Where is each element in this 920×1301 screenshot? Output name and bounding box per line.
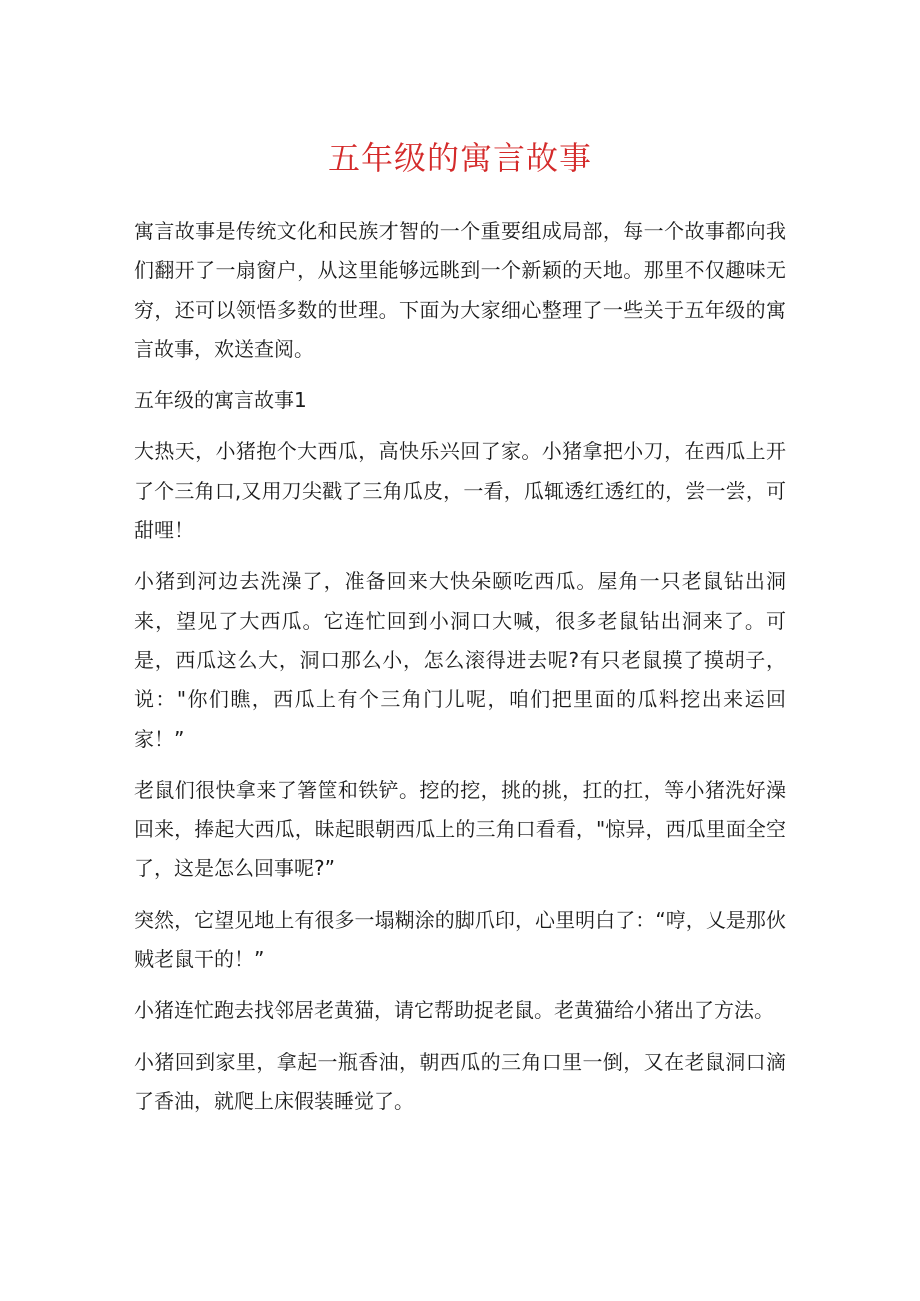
story-paragraph: 老鼠们很快拿来了箸筐和铁铲。挖的挖，挑的挑，扛的扛，等小猪洗好澡回来，捧起大西瓜，昧起眼朝西瓜上的三角口看看，"惊异，西瓜里面全空了，这是怎么回事呢?” bbox=[134, 777, 786, 881]
intro-paragraph: 寓言故事是传统文化和民族才智的一个重要组成局部，每一个故事都向我们翻开了一扇窗户，从这里能够远眺到一个新颖的天地。那里不仅趣味无穷，还可以领悟多数的世理。下面为大家细心整理了一些关于五年级的寓言故事，欢送查阅。 bbox=[134, 219, 786, 361]
document-title: 五年级的寓言故事 bbox=[327, 139, 592, 177]
document-body bbox=[134, 212, 786, 1133]
story-paragraph: 小猪连忙跑去找邻居老黄猫，请它帮助捉老鼠。老黄猫给小猪出了方法。 bbox=[134, 998, 774, 1023]
story-paragraph: 小猪回到家里，拿起一瓶香油，朝西瓜的三角口里一倒，又在老鼠洞口滴了香油，就爬上床假装睡觉了。 bbox=[134, 1049, 786, 1113]
story-paragraph: 突然，它望见地上有很多一塌糊涂的脚爪印，心里明白了：“哼，乂是那伙贼老鼠干的！” bbox=[134, 907, 786, 972]
section-heading: 五年级的寓言故事1 bbox=[134, 388, 307, 413]
story-paragraph: 小猪到河边去洗澡了，准备回来大快朵颐吃西瓜。屋角一只老鼠钻出洞来，望见了大西瓜。它连忙回到小洞口大喊，很多老鼠钻出洞来了。可是，西瓜这么大，洞口那么小，怎么滚得进去呢?有只老鼠摸了摸胡子，说："你们瞧，西瓜上有个三角门儿呢，咱们把里面的瓜料挖出来运回家！” bbox=[134, 569, 786, 751]
story-paragraph: 大热天，小猪抱个大西瓜，高快乐兴回了家。小猪拿把小刀，在西瓜上开了个三角口,又用刀尖戳了三角瓜皮，一看，瓜辄透红透红的，尝一尝，可甜哩！ bbox=[134, 439, 786, 543]
